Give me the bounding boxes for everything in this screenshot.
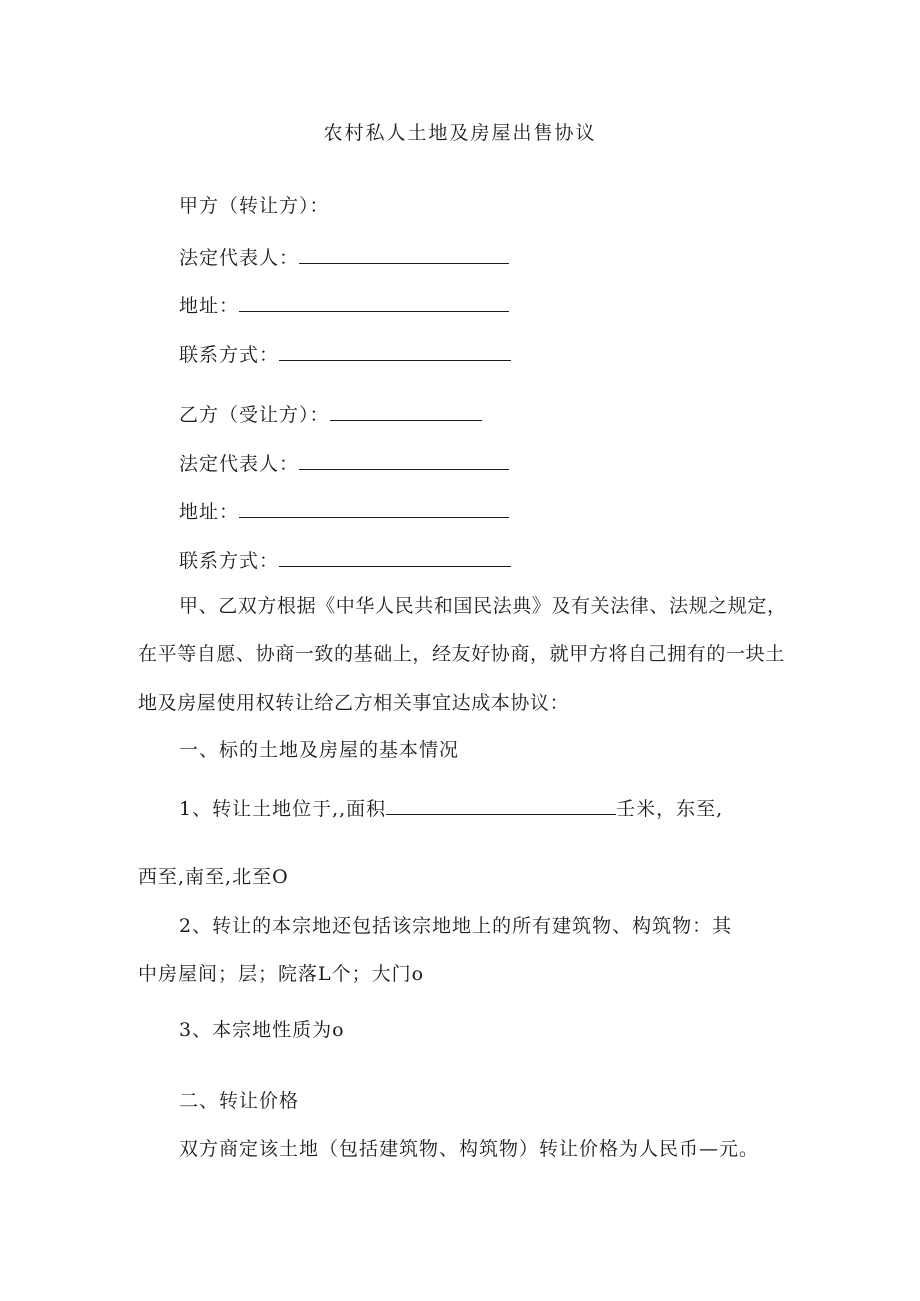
section-1-item-1-line-2: 西至,南至,北至O [138, 866, 289, 888]
preamble-line-1: 甲、乙双方根据《中华人民共和国民法典》及有关法律、法规之规定， [179, 595, 787, 617]
section-1-item-2-line-1: 2、转让的本宗地还包括该宗地地上的所有建筑物、构筑物：其 [179, 915, 733, 937]
party-b-heading-row [179, 400, 482, 427]
section-1-item-1-row [179, 794, 723, 821]
section-1-item-2-line-2: 中房屋间；层；院落L个；大门o [138, 963, 425, 985]
party-b-contact-row [179, 546, 511, 573]
document-title: 农村私人土地及房屋出售协议 [323, 122, 597, 144]
section-2-line-1: 双方商定该土地（包括建筑物、构筑物）转让价格为人民币—元。 [179, 1138, 760, 1160]
party-a-rep-row [179, 243, 509, 270]
party-b-rep-label: 法定代表人： [179, 453, 300, 475]
party-b-address-label: 地址： [179, 501, 240, 523]
party-b-address-blank [239, 497, 509, 518]
section-1-heading: 一、标的土地及房屋的基本情况 [179, 739, 460, 761]
party-a-contact-row [179, 340, 511, 367]
area-blank [386, 794, 616, 815]
party-b-address-row [179, 497, 509, 524]
party-b-contact-blank [279, 546, 511, 567]
party-a-rep-blank [299, 243, 509, 264]
party-b-contact-label: 联系方式： [179, 550, 280, 572]
party-b-rep-blank [299, 449, 509, 470]
party-a-heading: 甲方（转让方）： [179, 195, 330, 217]
party-b-rep-row [179, 449, 509, 476]
party-a-rep-label: 法定代表人： [179, 247, 300, 269]
section-1-item-1-before: 1、转让土地位于,,面积 [179, 798, 387, 820]
party-b-heading: 乙方（受让方）： [179, 404, 330, 426]
party-a-contact-label: 联系方式： [179, 344, 280, 366]
section-2-heading: 二、转让价格 [179, 1090, 300, 1112]
section-1-item-1-after: 壬米，东至, [616, 798, 724, 820]
party-a-address-label: 地址： [179, 295, 240, 317]
party-b-name-blank [330, 400, 482, 421]
preamble-line-2: 在平等自愿、协商一致的基础上，经友好协商，就甲方将自己拥有的一块土 [138, 643, 785, 665]
section-1-item-3: 3、本宗地性质为o [179, 1019, 345, 1041]
preamble-line-3: 地及房屋使用权转让给乙方相关事宜达成本协议： [138, 692, 570, 714]
party-a-contact-blank [279, 340, 511, 361]
party-a-address-row [179, 291, 509, 318]
party-a-address-blank [239, 291, 509, 312]
